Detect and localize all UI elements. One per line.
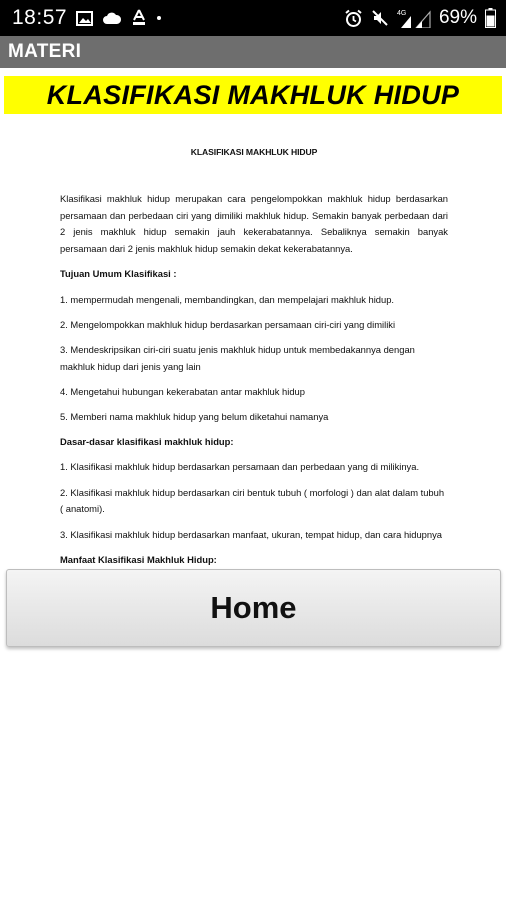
- home-button-label: Home: [210, 590, 297, 625]
- network-label: 4G: [396, 10, 407, 17]
- tujuan-item: 3. Mendeskripsikan ciri-ciri suatu jenis makhluk hidup untuk membedakannya dengan makhluk hidup dari jenis yang lain: [60, 343, 415, 372]
- app-bar: [0, 36, 506, 68]
- tujuan-item: 1. mempermudah mengenali, membandingkan, dan mempelajari makhluk hidup.: [60, 293, 395, 305]
- banner-title: KLASIFIKASI MAKHLUK HIDUP: [46, 79, 460, 110]
- battery-percent: 69%: [438, 7, 477, 28]
- dasar-item: 3. Klasifikasi makhluk hidup berdasarkan manfaat, ukuran, tempat hidup, dan cara hidupnya: [60, 528, 442, 540]
- app-title: MATERI: [8, 41, 82, 62]
- status-time: 18:57: [12, 6, 68, 29]
- dasar-heading: Dasar-dasar klasifikasi makhluk hidup:: [60, 436, 234, 448]
- manfaat-heading: Manfaat Klasifikasi Makhluk Hidup:: [60, 553, 217, 565]
- document-title: KLASIFIKASI MAKHLUK HIDUP: [190, 147, 318, 157]
- document-intro: Klasifikasi makhluk hidup merupakan cara pengelompokkan makhluk hidup berdasarkan persamaan dan perbedaan ciri yang dimiliki makhluk hidup. Semakin banyak perbedaan dari 2 jenis makhluk hidup semakin jauh kekerabatannya. Sebaliknya semakin banyak persamaan dari 2 jenis makhluk hidup semakin dekat kekerabatannya.: [60, 192, 448, 255]
- image-icon: [76, 11, 93, 26]
- status-right: [344, 7, 496, 29]
- document-content: [60, 140, 448, 577]
- tujuan-item: 5. Memberi nama makhluk hidup yang belum diketahui namanya: [60, 411, 329, 423]
- home-button[interactable]: [6, 569, 501, 647]
- signal-icon: [397, 8, 431, 28]
- mute-icon: [371, 9, 389, 27]
- battery-icon: [485, 8, 496, 28]
- dasar-item: 1. Klasifikasi makhluk hidup berdasarkan persamaan dan perbedaan yang di milikinya.: [60, 461, 420, 473]
- tujuan-item: 2. Mengelompokkan makhluk hidup berdasarkan persamaan ciri-ciri yang dimiliki: [60, 318, 396, 330]
- dot-icon: [156, 15, 162, 21]
- dasar-item: 2. Klasifikasi makhluk hidup berdasarkan ciri bentuk tubuh ( morfologi ) dan alat dalam tubuh ( anatomi).: [60, 486, 445, 515]
- title-banner: [4, 76, 502, 114]
- cloud-icon: [102, 12, 122, 25]
- tujuan-item: 4. Mengetahui hubungan kekerabatan antar makhluk hidup: [60, 385, 305, 397]
- alarm-icon: [344, 9, 363, 28]
- status-left: [12, 6, 162, 30]
- bluetooth-voice-icon: [131, 9, 147, 27]
- status-bar: [0, 0, 506, 36]
- tujuan-heading: Tujuan Umum Klasifikasi :: [60, 268, 177, 280]
